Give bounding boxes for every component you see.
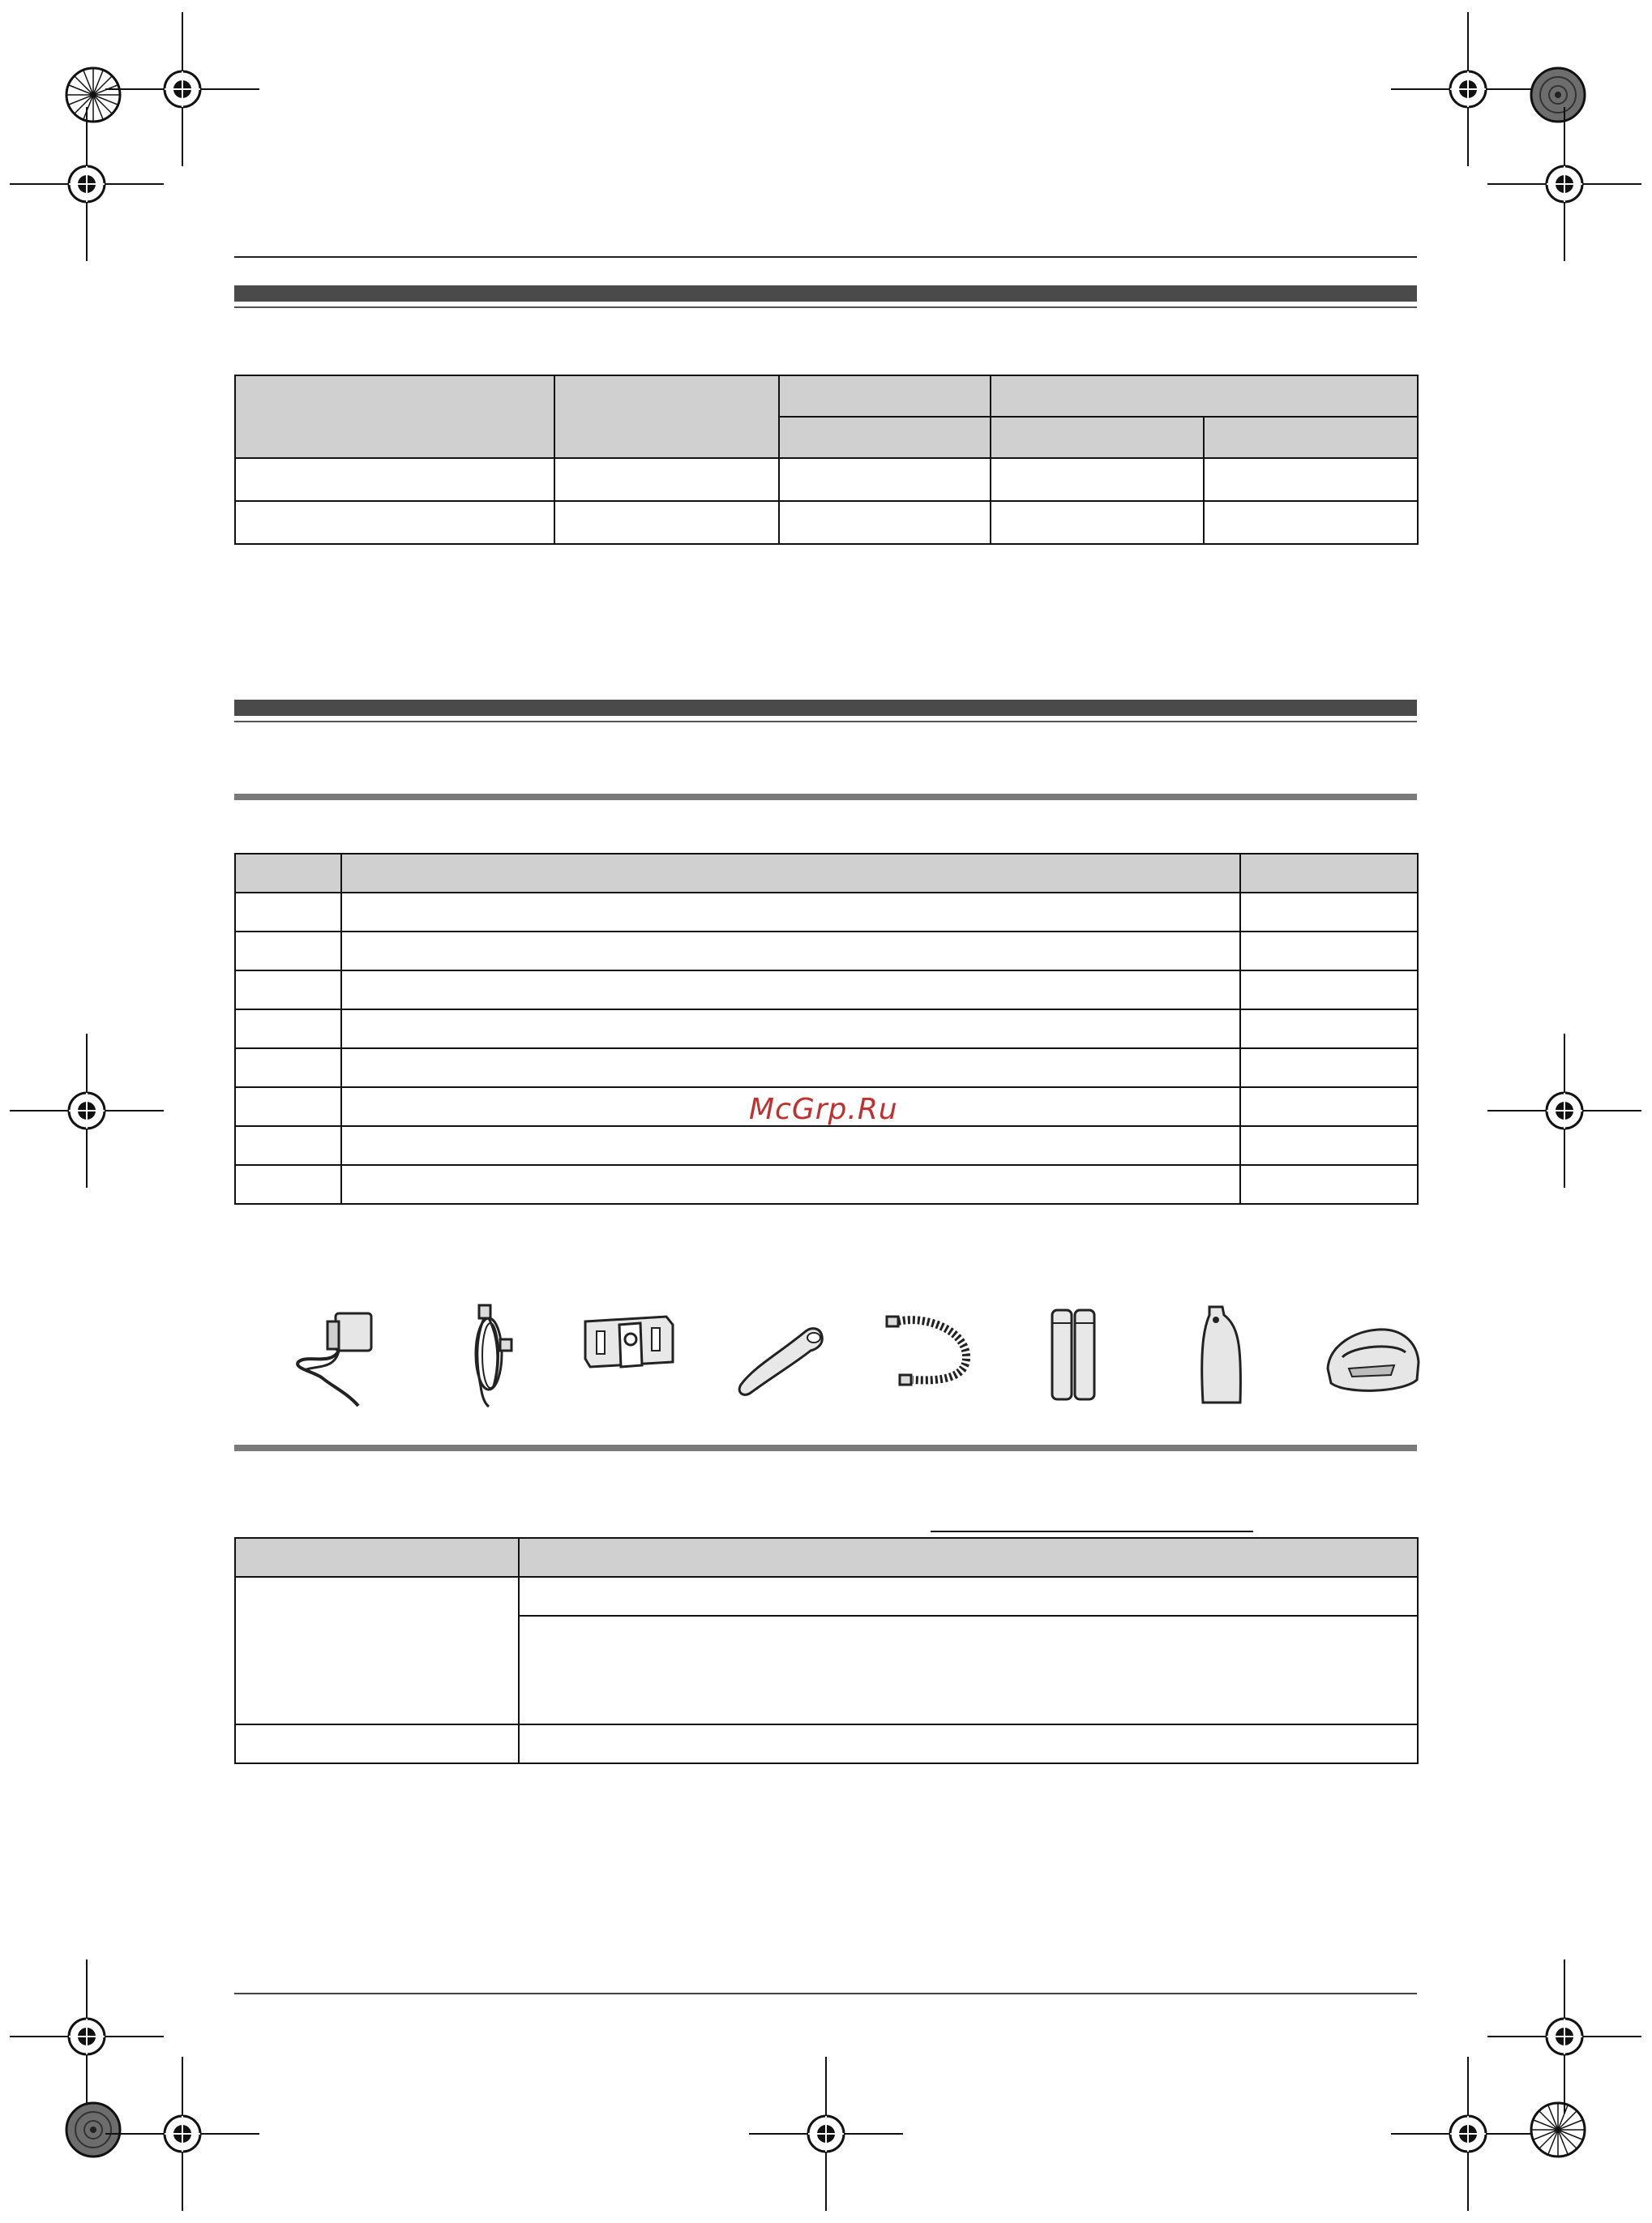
header-cell	[235, 375, 554, 458]
registration-wheel-icon	[66, 2103, 120, 2157]
header-cell	[235, 854, 341, 893]
crosshair-target-icon	[1391, 12, 1545, 166]
crosshair-target-icon	[105, 2057, 259, 2211]
table-row	[235, 458, 1418, 501]
wall-mounting-adaptor-icon	[577, 1297, 683, 1411]
info-table	[234, 1537, 1419, 1764]
crosshair-target-icon	[10, 1034, 164, 1188]
model-table	[234, 375, 1419, 545]
crosshair-target-icon	[1487, 107, 1641, 261]
table-row	[235, 932, 1418, 970]
table-row	[235, 1048, 1418, 1087]
crosshair-target-icon	[10, 107, 164, 261]
crosshair-target-icon	[749, 2057, 903, 2211]
header-cell	[554, 375, 779, 458]
header-cell	[1240, 854, 1418, 893]
table-header-row	[235, 375, 1418, 417]
table-header-row	[235, 1538, 1418, 1577]
ac-adaptor-icon	[290, 1297, 396, 1411]
subsection-rule-1	[234, 794, 1417, 800]
handset-icon	[730, 1297, 835, 1411]
section-band-2	[234, 700, 1417, 716]
header-cell	[341, 854, 1240, 893]
crosshair-target-icon	[105, 12, 259, 166]
table-row	[235, 1165, 1418, 1204]
table-row	[235, 1009, 1418, 1048]
registration-wheel-icon	[66, 68, 120, 122]
header-cell	[991, 417, 1204, 458]
registration-wheel-icon	[1531, 68, 1585, 122]
crosshair-target-icon	[1391, 2057, 1545, 2211]
table-row	[235, 893, 1418, 932]
underline-mark	[931, 1531, 1253, 1532]
page-footer-rule	[234, 1993, 1417, 1994]
telephone-line-cord-icon	[435, 1297, 541, 1411]
header-cell	[1204, 417, 1418, 458]
header-cell	[779, 417, 991, 458]
rechargeable-batteries-icon	[1023, 1297, 1128, 1411]
handset-cover-icon	[1171, 1297, 1276, 1411]
table-row	[235, 1577, 1418, 1616]
subsection-rule-2	[234, 1445, 1417, 1451]
watermark-text: McGrp.Ru	[749, 1093, 898, 1126]
header-cell	[235, 1538, 519, 1577]
header-cell	[519, 1538, 1418, 1577]
section-band-1	[234, 285, 1417, 302]
table-row	[235, 1126, 1418, 1165]
handset-cord-icon	[875, 1297, 981, 1411]
crosshair-target-icon	[10, 1960, 164, 2114]
table-row	[235, 1724, 1418, 1763]
section-band-1-underline	[234, 306, 1417, 308]
table-row	[235, 970, 1418, 1009]
section-band-2-underline	[234, 721, 1417, 722]
header-cell	[991, 375, 1418, 417]
table-header-row	[235, 854, 1418, 893]
crosshair-target-icon	[1487, 1960, 1641, 2114]
registration-wheel-icon	[1531, 2103, 1585, 2157]
table-row	[235, 501, 1418, 544]
page-header-rule	[234, 256, 1417, 258]
crosshair-target-icon	[1487, 1034, 1641, 1188]
charger-icon	[1321, 1297, 1427, 1411]
accessories-table	[234, 853, 1419, 1205]
header-cell	[779, 375, 991, 417]
